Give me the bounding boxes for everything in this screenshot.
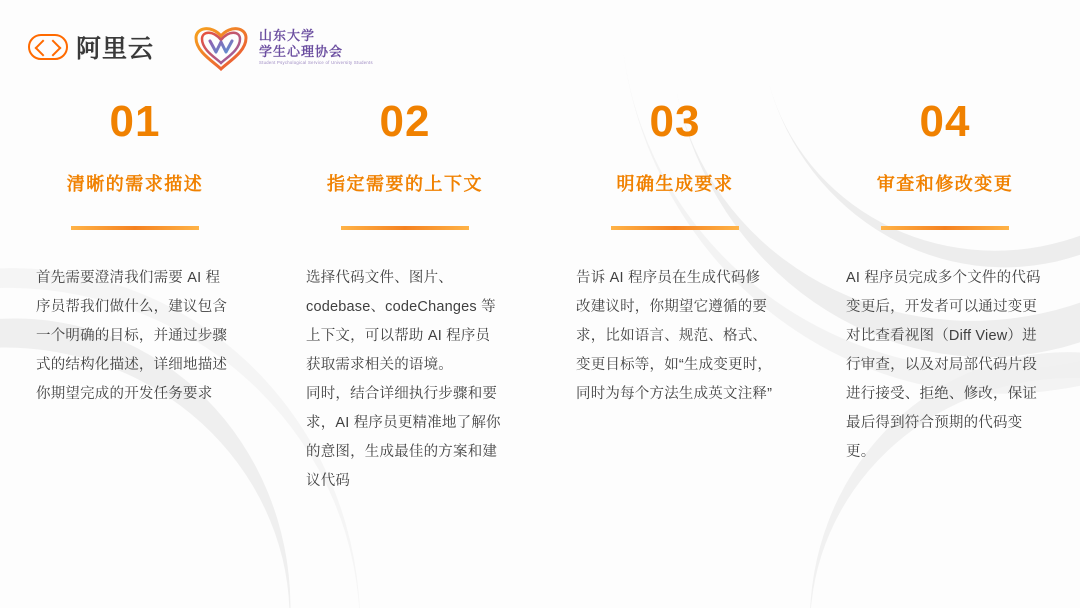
aliyun-logo-icon (28, 34, 68, 60)
column-number: 04 (919, 97, 971, 146)
sdu-logo-text (259, 28, 373, 66)
column-number: 01 (109, 97, 161, 146)
aliyun-logo (28, 29, 154, 65)
column-02 (270, 97, 540, 496)
column-title: 审查和修改变更 (876, 174, 1014, 194)
column-divider (881, 226, 1009, 230)
column-paragraph: 选择代码文件、图片、codebase、codeChanges 等上下文，可以帮助 AI 程序员获取需求相关的语境。 (306, 270, 496, 373)
column-04 (810, 97, 1080, 496)
column-paragraph: 告诉 AI 程序员在生成代码修改建议时，你期望它遵循的要求，比如语言、规范、格式、变更目标等，如“生成变更时，同时为每个方法生成英文注释” (576, 270, 773, 402)
column-03 (540, 97, 810, 496)
column-number: 02 (379, 97, 431, 146)
column-body (36, 264, 234, 409)
aliyun-logo-label: 阿里云 (76, 35, 155, 63)
sdu-logo-line1: 山东大学 (259, 28, 316, 44)
column-01 (0, 97, 270, 496)
column-title: 指定需要的上下文 (327, 174, 483, 194)
column-body (306, 264, 504, 496)
sdu-association-logo (192, 22, 373, 72)
content-columns (0, 97, 1080, 496)
column-divider (611, 226, 739, 230)
column-body (576, 264, 774, 409)
column-title: 清晰的需求描述 (66, 174, 204, 194)
column-body (846, 264, 1044, 467)
column-title: 明确生成要求 (616, 174, 734, 194)
sdu-logo-line2: 学生心理协会 (259, 43, 344, 59)
column-paragraph: AI 程序员完成多个文件的代码变更后，开发者可以通过变更对比查看视图（Diff View）进行审查，以及对局部代码片段进行接受、拒绝、修改，保证最后得到符合预期的代码变更。 (846, 270, 1041, 460)
sdu-logo-english: Student Psychological Service of University Students (259, 59, 373, 65)
column-paragraph: 同时，结合详细执行步骤和要求，AI 程序员更精准地了解你的意图，生成最佳的方案和建议代码 (306, 386, 501, 489)
column-divider (71, 226, 199, 230)
column-divider (341, 226, 469, 230)
column-paragraph: 首先需要澄清我们需要 AI 程序员帮我们做什么，建议包含一个明确的目标，并通过步骤式的结构化描述，详细地描述你期望完成的开发任务要求 (36, 270, 228, 402)
slide-header (28, 22, 373, 72)
column-number: 03 (649, 97, 701, 146)
sdu-psychology-association-logo-icon (192, 22, 250, 72)
